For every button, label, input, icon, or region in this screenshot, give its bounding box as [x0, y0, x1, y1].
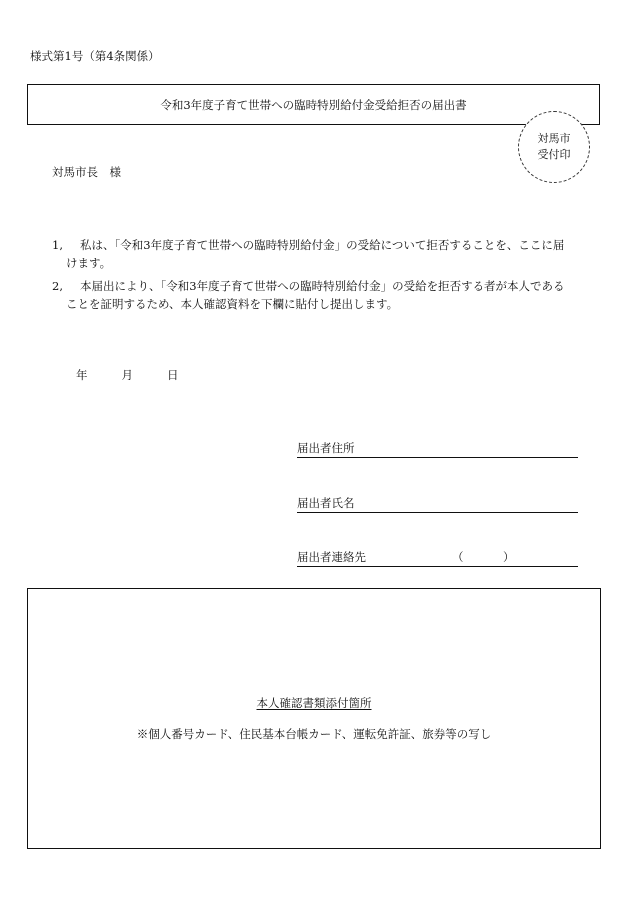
address-label: 届出者住所 — [297, 441, 355, 455]
attachment-title-text: 本人確認書類添付箇所 — [256, 696, 372, 710]
form-number: 様式第1号（第4条関係） — [30, 49, 160, 63]
name-label: 届出者氏名 — [297, 496, 355, 510]
clause-1 — [52, 236, 582, 272]
document-title-text: 令和3年度子育て世帯への臨時特別給付金受給拒否の届出書 — [160, 97, 467, 112]
reception-stamp-area — [518, 111, 590, 183]
clause-number: 1, — [52, 238, 63, 252]
date-year: 年 — [76, 368, 88, 382]
document-title — [27, 84, 600, 125]
attachment-title — [28, 695, 600, 711]
area-code-open-paren: （ — [452, 550, 464, 564]
clause-text-line-2: ことを証明するため、本人確認資料を下欄に貼付し提出します。 — [66, 297, 399, 311]
contact-label: 届出者連絡先 — [297, 550, 366, 564]
date-month: 月 — [121, 368, 133, 382]
id-document-attachment-area — [27, 588, 601, 849]
clause-number: 2, — [52, 279, 63, 293]
attachment-note: ※個人番号カード、住民基本台帳カード、運転免許証、旅券等の写し — [136, 727, 492, 741]
date-row — [76, 367, 213, 383]
contact-field[interactable] — [297, 549, 578, 567]
area-code-close-paren: ） — [503, 550, 515, 564]
clause-2 — [52, 277, 582, 313]
clause-text-line-2: けます。 — [66, 256, 112, 270]
address-field[interactable] — [297, 440, 578, 458]
clause-text-line-1: 私は、「令和3年度子育て世帯への臨時特別給付金」の受給について拒否することを、ここに届 — [80, 238, 565, 252]
name-field[interactable] — [297, 495, 578, 513]
stamp-line-1: 対馬市 — [537, 132, 571, 145]
date-day: 日 — [167, 368, 179, 382]
clause-text-line-1: 本届出により、「令和3年度子育て世帯への臨時特別給付金」の受給を拒否する者が本人である — [80, 279, 565, 293]
addressee: 対馬市長 様 — [52, 165, 121, 179]
stamp-line-2: 受付印 — [537, 148, 571, 161]
